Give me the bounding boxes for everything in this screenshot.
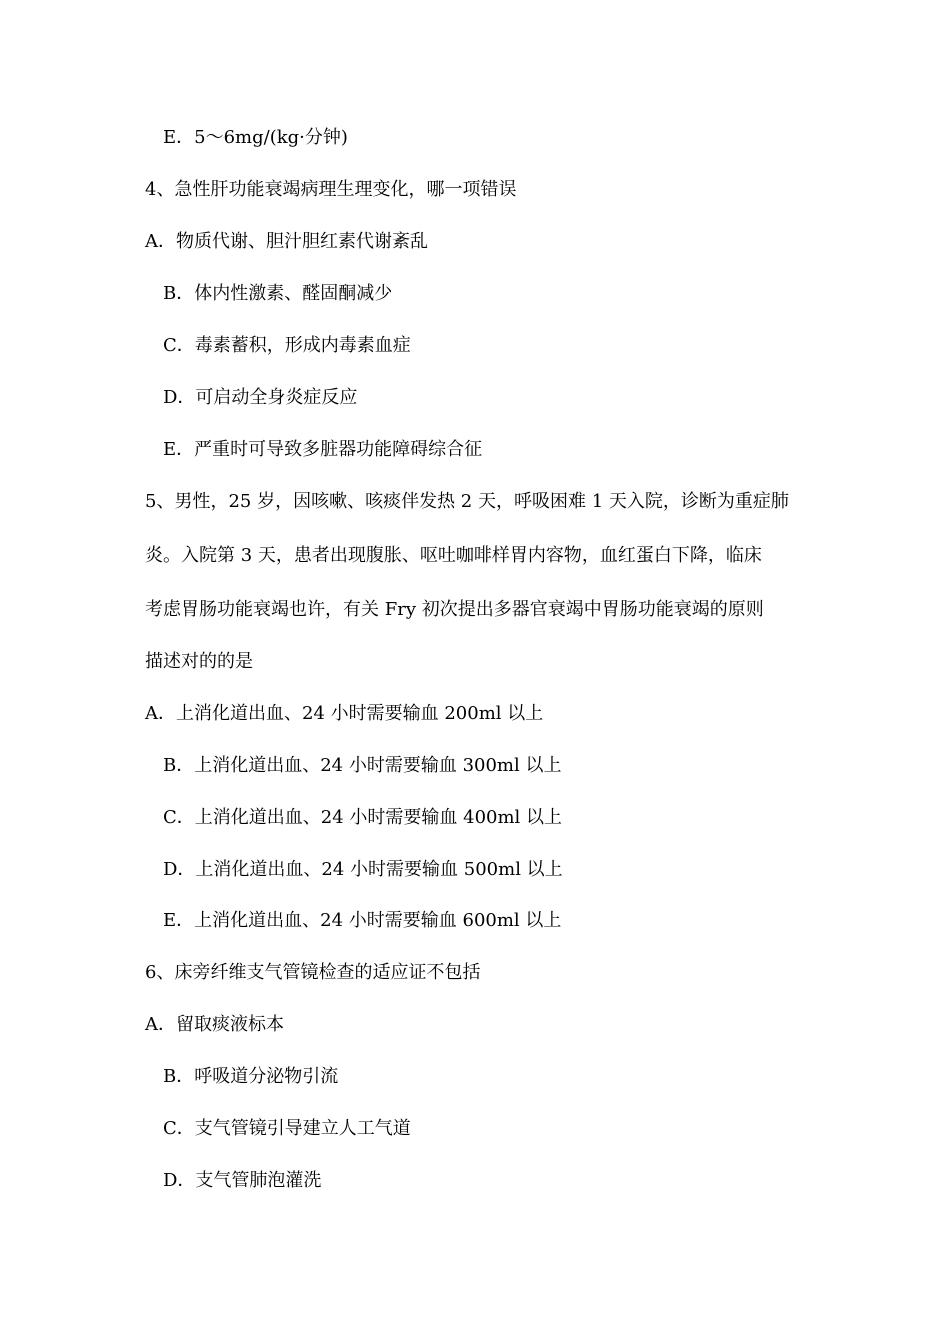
option-c-q5: C．上消化道出血、24 小时需要输血 400ml 以上: [163, 807, 563, 828]
option-b-q4: B．体内性激素、醛固酮减少: [163, 283, 393, 304]
question-5-stem-3: 考虑胃肠功能衰竭也许，有关 Fry 初次提出多器官衰竭中胃肠功能衰竭的原则: [145, 599, 764, 620]
option-c-q4: C．毒素蓄积，形成内毒素血症: [163, 335, 411, 356]
option-a-q4: A．物质代谢、胆汁胆红素代谢紊乱: [145, 231, 428, 252]
option-e-q4: E．严重时可导致多脏器功能障碍综合征: [163, 439, 483, 460]
option-e-q5: E．上消化道出血、24 小时需要输血 600ml 以上: [163, 910, 562, 931]
question-5-stem-1: 5、男性，25 岁，因咳嗽、咳痰伴发热 2 天，呼吸困难 1 天入院，诊断为重症肺: [145, 491, 789, 512]
question-5-stem-4: 描述对的的是: [145, 651, 253, 672]
question-4-stem: 4、急性肝功能衰竭病理生理变化，哪一项错误: [145, 179, 517, 200]
option-a-q6: A．留取痰液标本: [145, 1014, 284, 1035]
option-d-q5: D．上消化道出血、24 小时需要输血 500ml 以上: [163, 859, 563, 880]
option-d-q4: D．可启动全身炎症反应: [163, 387, 358, 408]
option-b-q5: B．上消化道出血、24 小时需要输血 300ml 以上: [163, 755, 562, 776]
question-6-stem: 6、床旁纤维支气管镜检查的适应证不包括: [145, 962, 481, 983]
option-d-q6: D．支气管肺泡灌洗: [163, 1170, 322, 1191]
option-a-q5: A．上消化道出血、24 小时需要输血 200ml 以上: [145, 703, 544, 724]
option-c-q6: C．支气管镜引导建立人工气道: [163, 1118, 411, 1139]
question-5-stem-2: 炎。入院第 3 天，患者出现腹胀、呕吐咖啡样胃内容物，血红蛋白下降，临床: [145, 545, 762, 566]
option-b-q6: B．呼吸道分泌物引流: [163, 1066, 339, 1087]
option-e-q3: E．5～6mg/(kg·分钟): [163, 127, 348, 148]
